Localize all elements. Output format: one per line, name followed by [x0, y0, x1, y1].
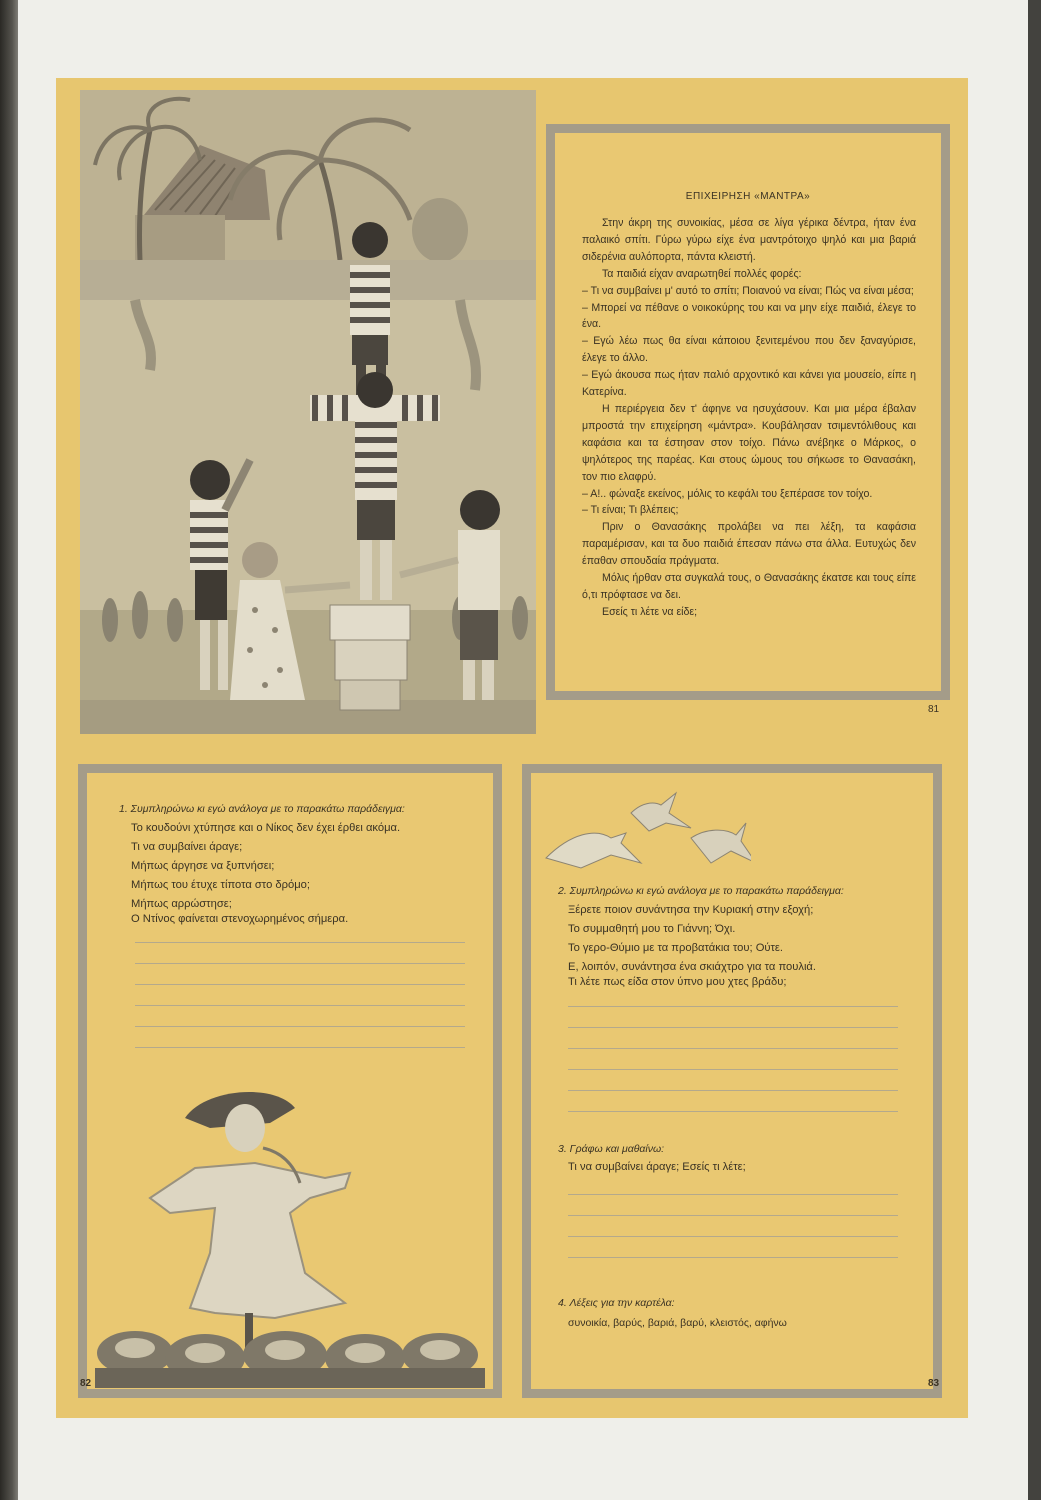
answer-line — [568, 1027, 898, 1028]
exercise-3-prompt: Τι να συμβαίνει άραγε; Εσείς τι λέτε; — [568, 1161, 746, 1173]
story-paragraph: Στην άκρη της συνοικίας, μέσα σε λίγα γέρικα δέντρα, ήταν ένα παλαικό σπίτι. Γύρω γύρω είχε ένα μαντρότοιχο ψηλό και μια βαριά σιδερένια αυλόπορτα, πάντα κλειστή. — [582, 217, 916, 263]
answer-line — [568, 1236, 898, 1237]
story-paragraph: Εσείς τι λέτε να είδε; — [602, 605, 698, 618]
exercise-4-title: 4. Λέξεις για την καρτέλα: — [558, 1297, 675, 1309]
story-paragraph: Μόλις ήρθαν στα συγκαλά τους, ο Θανασάκης έκατσε και τους είπε ό,τι πρόφτασε να δει. — [582, 572, 916, 601]
exercise-2-prompt: Τι λέτε πως είδα στον ύπνο μου χτες βράδυ; — [568, 976, 787, 988]
book-edge — [1028, 0, 1041, 1500]
answer-line — [568, 1215, 898, 1216]
exercise-1-box — [78, 764, 502, 1398]
answer-line — [568, 1111, 898, 1112]
story-paragraph: – Τι είναι; Τι βλέπεις; — [582, 504, 679, 517]
exercise-2-title: 2. Συμπληρώνω κι εγώ ανάλογα με το παρακάτω παράδειγμα: — [558, 885, 844, 897]
exercise-2-example — [568, 901, 816, 977]
exercise-4-words: συνοικία, βαρύς, βαριά, βαρύ, κλειστός, αφήνω — [568, 1317, 787, 1329]
example-line: Ε, λοιπόν, συνάντησα ένα σκιάχτρο για τα πουλιά. — [568, 961, 817, 973]
story-paragraph: Η περιέργεια δεν τ' άφηνε να ησυχάσουν. Και μια μέρα έβαλαν μπροστά την επιχείρηση «μάντρα». Κουβάλησαν τσιμεντόλιθους και καφάσια και τα έστησαν στον τοίχο. Πάνω ανέβηκε ο Μάρκος, ο ψηλότερος της παρέας. Και στους ώμους του σήκωσε το Θανασάκη, τον πιο ελαφρύ. — [582, 402, 916, 483]
story-title: ΕΠΙΧΕΙΡΗΣΗ «ΜΑΝΤΡΑ» — [685, 191, 811, 202]
page-number-82: 82 — [80, 1378, 92, 1389]
example-line: Το συμμαθητή μου το Γιάννη; Όχι. — [568, 923, 736, 935]
book-spine — [0, 0, 20, 1500]
answer-line — [568, 1194, 898, 1195]
children-climbing-illustration — [80, 90, 536, 734]
exercises-2-4-box — [522, 764, 942, 1398]
story-paragraph: – Τι να συμβαίνει μ' αυτό το σπίτι; Ποιανού να είναι; Πώς να είναι μέσα; — [582, 284, 914, 297]
page-number-81: 81 — [928, 704, 940, 715]
example-line: Τι να συμβαίνει άραγε; — [131, 841, 243, 853]
answer-line — [568, 1048, 898, 1049]
answer-line — [135, 1026, 465, 1027]
example-line: Το γερο-Θύμιο με τα προβατάκια του; Ούτε. — [568, 942, 784, 954]
page-spread — [56, 78, 968, 1418]
exercise-1-example — [131, 819, 400, 914]
answer-line — [135, 1005, 465, 1006]
answer-line — [568, 1069, 898, 1070]
story-paragraph: – Εγώ λέω πως θα είναι κάποιου ξενιτεμένου που δεν ξαναγύρισε, έλεγε το άλλο. — [582, 335, 916, 365]
answer-line — [135, 942, 465, 943]
exercise-1-prompt: Ο Ντίνος φαίνεται στενοχωρημένος σήμερα. — [131, 913, 349, 925]
answer-line — [568, 1006, 898, 1007]
birds-illustration — [541, 783, 751, 888]
scarecrow-illustration — [95, 1073, 485, 1388]
exercise-1-title: 1. Συμπληρώνω κι εγώ ανάλογα με το παρακάτω παράδειγμα: — [119, 803, 405, 815]
story-paragraph: – Εγώ άκουσα πως ήταν παλιό αρχοντικό και κάνει για μουσείο, είπε η Κατερίνα. — [582, 369, 916, 399]
story-paragraph: – Μπορεί να πέθανε ο νοικοκύρης του και να μην είχε παιδιά, έλεγε το ένα. — [582, 301, 916, 331]
example-line: Μήπως άργησε να ξυπνήσει; — [131, 860, 275, 872]
example-line: Ξέρετε ποιον συνάντησα την Κυριακή στην εξοχή; — [568, 904, 814, 916]
answer-line — [135, 984, 465, 985]
story-paragraph: – Α!.. φώναξε εκείνος, μόλις το κεφάλι του ξεπέρασε τον τοίχο. — [582, 487, 873, 500]
example-line: Μήπως του έτυχε τίποτα στο δρόμο; — [131, 879, 310, 891]
answer-line — [568, 1090, 898, 1091]
exercise-3-title: 3. Γράφω και μαθαίνω: — [558, 1143, 665, 1155]
example-line: Το κουδούνι χτύπησε και ο Νίκος δεν έχει έρθει ακόμα. — [131, 822, 401, 834]
example-line: Μήπως αρρώστησε; — [131, 898, 232, 910]
story-paragraph: Πριν ο Θανασάκης προλάβει να πει λέξη, τα καφάσια παραμέρισαν, και τα δυο παιδιά έπεσαν πάνω στα άλλα. Ευτυχώς δεν έπαθαν σπουδαία πράγματα. — [582, 521, 916, 568]
story-body — [582, 215, 916, 621]
answer-line — [568, 1257, 898, 1258]
story-box — [546, 124, 950, 700]
page-number-83: 83 — [928, 1378, 940, 1389]
answer-line — [135, 1047, 465, 1048]
story-paragraph: Τα παιδιά είχαν αναρωτηθεί πολλές φορές: — [602, 267, 802, 280]
answer-line — [135, 963, 465, 964]
